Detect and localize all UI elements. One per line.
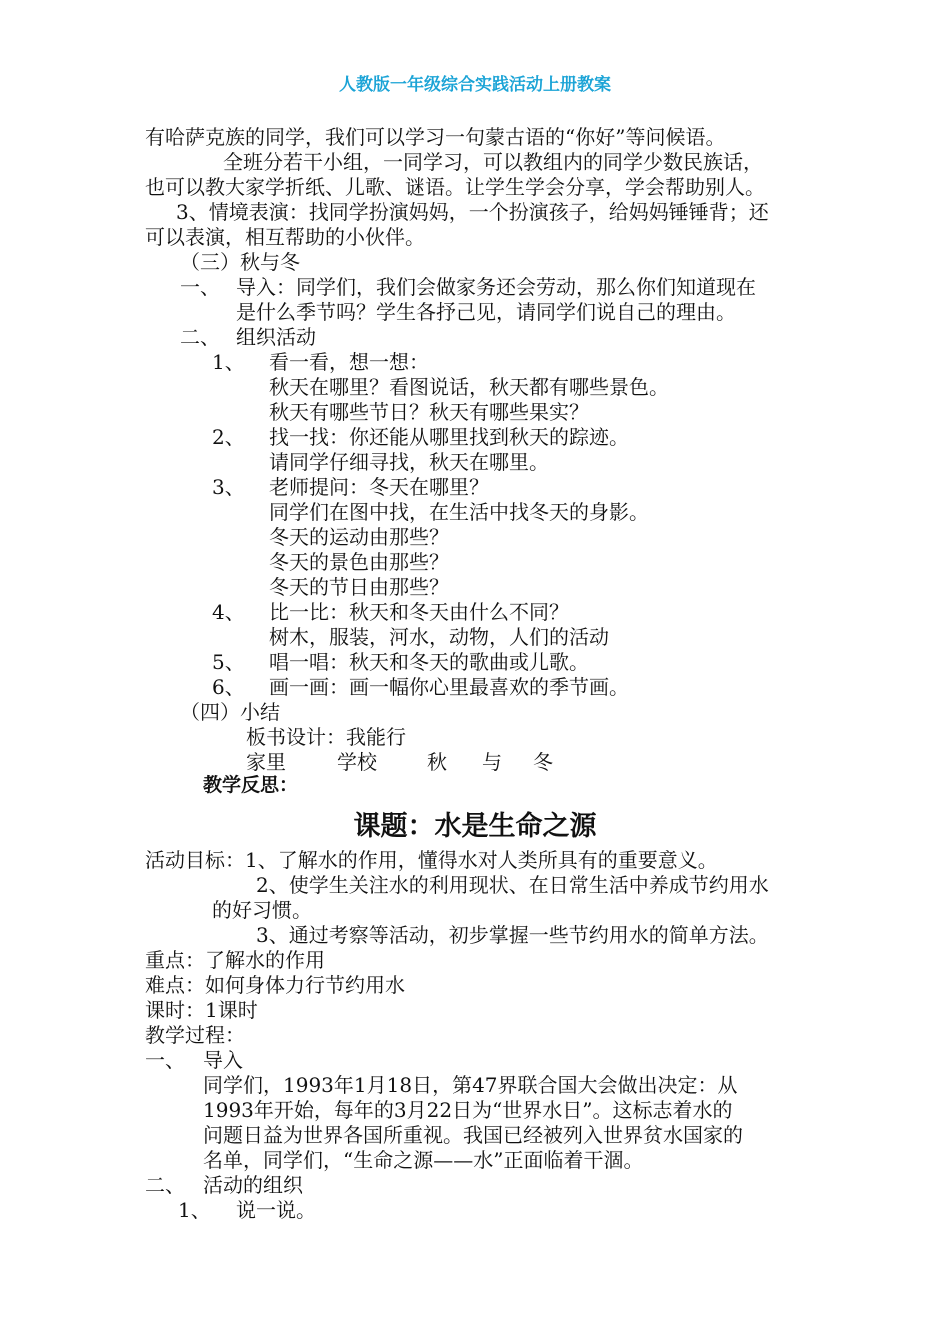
paragraph-line: 名单，同学们，“生命之源——水”正面临着干涸。 <box>203 1148 644 1172</box>
list-text: 活动的组织 <box>203 1173 303 1197</box>
list-text: 导入 <box>203 1048 243 1072</box>
list-text: 画一画：画一幅你心里最喜欢的季节画。 <box>269 675 629 699</box>
list-number: 6、 <box>212 675 245 699</box>
list-number: 1、 <box>178 1198 211 1222</box>
class-hours: 课时：1课时 <box>145 998 258 1022</box>
list-number: 5、 <box>212 650 245 674</box>
paragraph-line: 全班分若干小组，一同学习，可以教组内的同学少数民族话， <box>223 150 763 174</box>
list-text: 说一说。 <box>236 1198 316 1222</box>
goal-line: 的好习惯。 <box>212 898 312 922</box>
page-header: 人教版一年级综合实践活动上册教案 <box>339 75 611 95</box>
list-text: 冬天的运动由那些？ <box>269 525 449 549</box>
list-text: 老师提问：冬天在哪里？ <box>269 475 489 499</box>
list-number: 4、 <box>212 600 245 624</box>
paragraph-line: 可以表演，相互帮助的小伙伴。 <box>145 225 425 249</box>
difficulty-point: 难点：如何身体力行节约用水 <box>145 973 405 997</box>
list-text: 秋天有哪些节日？秋天有哪些果实？ <box>269 400 589 424</box>
list-number: 2、 <box>212 425 245 449</box>
list-number: 二、 <box>145 1173 185 1197</box>
paragraph-line: 1993年开始，每年的3月22日为“世界水日”。这标志着水的 <box>203 1098 733 1122</box>
teaching-reflection-label: 教学反思： <box>203 774 299 796</box>
goal-line: 3、通过考察等活动，初步掌握一些节约用水的简单方法。 <box>256 923 769 947</box>
key-point: 重点：了解水的作用 <box>145 948 325 972</box>
list-number: 1、 <box>212 350 245 374</box>
section-heading: （三）秋与冬 <box>180 250 300 274</box>
board-item: 学校 <box>337 750 377 774</box>
section-heading: （四）小结 <box>180 700 280 724</box>
board-item: 与 <box>482 750 502 774</box>
list-number: 二、 <box>180 325 220 349</box>
list-text: 组织活动 <box>236 325 316 349</box>
goal-line: 2、使学生关注水的利用现状、在日常生活中养成节约用水 <box>256 873 769 897</box>
lesson-title: 课题：水是生命之源 <box>353 811 597 842</box>
list-text: 看一看，想一想： <box>269 350 429 374</box>
process-label: 教学过程： <box>145 1023 245 1047</box>
list-text: 冬天的景色由那些？ <box>269 550 449 574</box>
list-text: 找一找：你还能从哪里找到秋天的踪迹。 <box>269 425 629 449</box>
paragraph-line: 也可以教大家学折纸、儿歌、谜语。让学生学会分享，学会帮助别人。 <box>145 175 765 199</box>
board-item: 秋 <box>427 750 447 774</box>
list-text: 冬天的节日由那些？ <box>269 575 449 599</box>
list-text: 请同学仔细寻找，秋天在哪里。 <box>269 450 549 474</box>
list-text: 秋天在哪里？看图说话，秋天都有哪些景色。 <box>269 375 669 399</box>
list-number: 3、 <box>212 475 245 499</box>
list-text: 同学们在图中找，在生活中找冬天的身影。 <box>269 500 649 524</box>
list-text: 比一比：秋天和冬天由什么不同？ <box>269 600 569 624</box>
list-text: 导入：同学们，我们会做家务还会劳动，那么你们知道现在 <box>236 275 756 299</box>
paragraph-line: 3、情境表演：找同学扮演妈妈，一个扮演孩子，给妈妈锤锤背；还 <box>176 200 769 224</box>
board-item: 家里 <box>246 750 286 774</box>
list-text: 唱一唱：秋天和冬天的歌曲或儿歌。 <box>269 650 589 674</box>
paragraph-line: 同学们，1993年1月18日，第47界联合国大会做出决定：从 <box>203 1073 738 1097</box>
list-text: 树木，服装，河水，动物，人们的活动 <box>269 625 609 649</box>
goal-line: 活动目标：1、了解水的作用，懂得水对人类所具有的重要意义。 <box>145 848 718 872</box>
paragraph-line: 问题日益为世界各国所重视。我国已经被列入世界贫水国家的 <box>203 1123 743 1147</box>
list-text: 是什么季节吗？学生各抒己见，请同学们说自己的理由。 <box>236 300 736 324</box>
board-item: 冬 <box>533 750 553 774</box>
list-number: 一、 <box>180 275 220 299</box>
list-number: 一、 <box>145 1048 185 1072</box>
paragraph-line: 有哈萨克族的同学，我们可以学习一句蒙古语的“你好”等问候语。 <box>145 125 726 149</box>
board-design-label: 板书设计：我能行 <box>246 725 406 749</box>
